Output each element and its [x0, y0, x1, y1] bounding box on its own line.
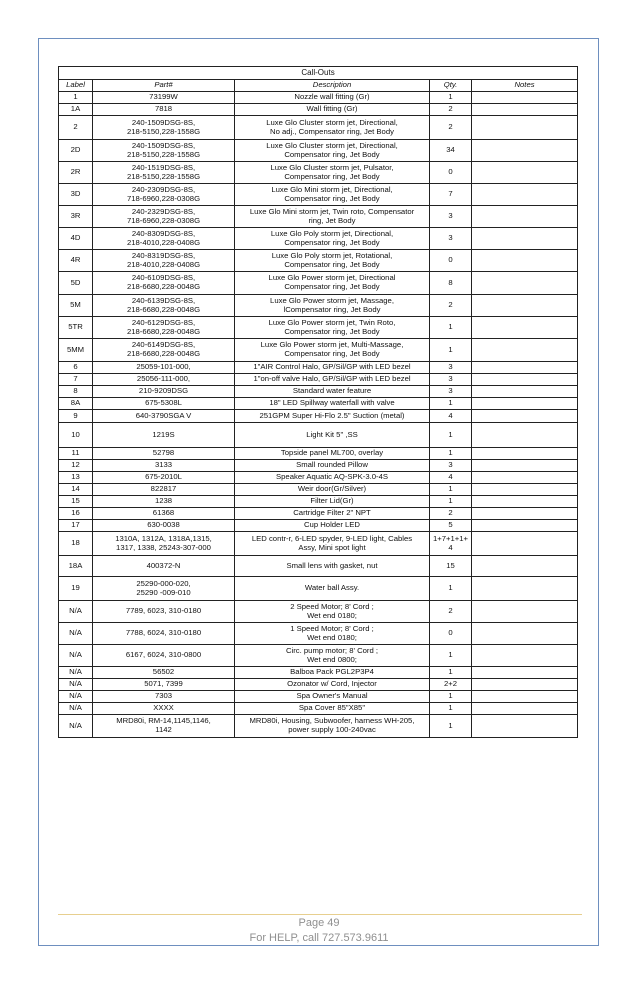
cell-description: Standard water feature: [235, 386, 430, 398]
table-row: [59, 410, 578, 423]
cell-qty: 1: [430, 448, 472, 460]
cell-description: Luxe Glo Mini storm jet, Directional, Compensator ring, Jet Body: [235, 184, 430, 206]
cell-part: 3133: [93, 460, 235, 472]
cell-part: 240-1509DSG-8S, 218-5150,228-1558G: [93, 116, 235, 140]
table-row: [59, 162, 578, 184]
cell-part: 73199W: [93, 92, 235, 104]
cell-part: 1310A, 1312A, 1318A,1315, 1317, 1338, 25243-307-000: [93, 532, 235, 556]
table-row: [59, 691, 578, 703]
cell-notes: [472, 715, 578, 738]
cell-qty: 2: [430, 508, 472, 520]
header-qty: Qty.: [430, 80, 472, 92]
cell-part: 1219S: [93, 423, 235, 448]
cell-qty: 8: [430, 272, 472, 295]
cell-label: N/A: [59, 645, 93, 667]
cell-notes: [472, 162, 578, 184]
cell-notes: [472, 472, 578, 484]
cell-label: 3R: [59, 206, 93, 228]
cell-notes: [472, 423, 578, 448]
cell-label: 7: [59, 374, 93, 386]
cell-part: 240-2329DSG-8S, 718-6960,228-0308G: [93, 206, 235, 228]
cell-notes: [472, 184, 578, 206]
cell-part: 675-2010L: [93, 472, 235, 484]
callouts-table: [58, 66, 578, 738]
cell-qty: 4: [430, 472, 472, 484]
cell-label: 4D: [59, 228, 93, 250]
cell-notes: [472, 398, 578, 410]
cell-notes: [472, 679, 578, 691]
cell-notes: [472, 250, 578, 272]
cell-description: Small rounded Pillow: [235, 460, 430, 472]
cell-notes: [472, 140, 578, 162]
cell-qty: 3: [430, 460, 472, 472]
cell-qty: 3: [430, 374, 472, 386]
cell-description: Wall fitting (Gr): [235, 104, 430, 116]
table-row: [59, 398, 578, 410]
cell-description: Luxe Glo Power storm jet, Twin Roto, Compensator ring, Jet Body: [235, 317, 430, 339]
table-row: [59, 472, 578, 484]
cell-qty: 3: [430, 228, 472, 250]
cell-label: 8A: [59, 398, 93, 410]
cell-description: Light Kit 5" ,SS: [235, 423, 430, 448]
cell-qty: 1: [430, 691, 472, 703]
cell-notes: [472, 601, 578, 623]
cell-qty: 1: [430, 92, 472, 104]
cell-part: 61368: [93, 508, 235, 520]
cell-notes: [472, 703, 578, 715]
cell-description: Spa Cover 85"X85": [235, 703, 430, 715]
cell-notes: [472, 532, 578, 556]
cell-notes: [472, 484, 578, 496]
cell-description: Luxe Glo Power storm jet, Directional Compensator ring, Jet Body: [235, 272, 430, 295]
cell-description: Ozonator w/ Cord, Injector: [235, 679, 430, 691]
cell-notes: [472, 104, 578, 116]
cell-part: 400372-N: [93, 556, 235, 577]
table-row: [59, 577, 578, 601]
table-row: [59, 645, 578, 667]
page-number: Page 49: [298, 917, 340, 929]
cell-part: 675-5308L: [93, 398, 235, 410]
cell-qty: 2: [430, 601, 472, 623]
table-body: [59, 92, 578, 738]
cell-label: 19: [59, 577, 93, 601]
cell-label: N/A: [59, 691, 93, 703]
table-row: [59, 623, 578, 645]
cell-part: 7789, 6023, 310-0180: [93, 601, 235, 623]
table-row: [59, 667, 578, 679]
cell-notes: [472, 374, 578, 386]
cell-part: 1238: [93, 496, 235, 508]
cell-description: Luxe Glo Poly storm jet, Directional, Compensator ring, Jet Body: [235, 228, 430, 250]
cell-label: 5MM: [59, 339, 93, 362]
cell-notes: [472, 496, 578, 508]
cell-description: Topside panel ML700, overlay: [235, 448, 430, 460]
cell-description: Cup Holder LED: [235, 520, 430, 532]
cell-part: 240-6149DSG-8S, 218-6680,228-0048G: [93, 339, 235, 362]
cell-notes: [472, 92, 578, 104]
cell-qty: 1: [430, 667, 472, 679]
cell-label: 4R: [59, 250, 93, 272]
cell-part: XXXX: [93, 703, 235, 715]
cell-notes: [472, 508, 578, 520]
cell-notes: [472, 339, 578, 362]
cell-part: 25059-101-000,: [93, 362, 235, 374]
cell-part: 7788, 6024, 310-0180: [93, 623, 235, 645]
cell-description: 251GPM Super Hi-Flo 2.5" Suction (metal): [235, 410, 430, 423]
cell-description: Filter Lid(Gr): [235, 496, 430, 508]
cell-part: 25290-000-020, 25290 -009-010: [93, 577, 235, 601]
cell-qty: 1: [430, 645, 472, 667]
cell-label: 2R: [59, 162, 93, 184]
cell-label: 17: [59, 520, 93, 532]
cell-qty: 0: [430, 623, 472, 645]
cell-description: Luxe Glo Power storm jet, Multi-Massage, Compensator ring, Jet Body: [235, 339, 430, 362]
cell-description: Luxe Glo Mini storm jet, Twin roto, Compensator ring, Jet Body: [235, 206, 430, 228]
cell-qty: 15: [430, 556, 472, 577]
cell-label: N/A: [59, 703, 93, 715]
cell-description: Luxe Glo Poly storm jet, Rotational, Compensator ring, Jet Body: [235, 250, 430, 272]
cell-label: 12: [59, 460, 93, 472]
table-row: [59, 92, 578, 104]
table-row: [59, 374, 578, 386]
cell-qty: 34: [430, 140, 472, 162]
cell-qty: 2: [430, 116, 472, 140]
table-row: [59, 272, 578, 295]
cell-label: 18: [59, 532, 93, 556]
cell-part: 240-8319DSG-8S, 218-4010,228-0408G: [93, 250, 235, 272]
cell-label: 3D: [59, 184, 93, 206]
table-row: [59, 116, 578, 140]
table-row: [59, 228, 578, 250]
cell-label: 1A: [59, 104, 93, 116]
cell-description: 2 Speed Motor; 8' Cord ; Wet end 0180;: [235, 601, 430, 623]
cell-qty: 0: [430, 250, 472, 272]
cell-notes: [472, 317, 578, 339]
cell-part: 822817: [93, 484, 235, 496]
table-row: [59, 250, 578, 272]
cell-part: 630-0038: [93, 520, 235, 532]
cell-label: 8: [59, 386, 93, 398]
cell-label: 9: [59, 410, 93, 423]
cell-qty: 3: [430, 206, 472, 228]
cell-qty: 1: [430, 423, 472, 448]
table-row: [59, 317, 578, 339]
cell-notes: [472, 667, 578, 679]
table-row: [59, 556, 578, 577]
cell-qty: 4: [430, 410, 472, 423]
cell-qty: 7: [430, 184, 472, 206]
help-line: For HELP, call 727.573.9611: [249, 932, 389, 944]
cell-description: Luxe Glo Cluster storm jet, Directional, No adj., Compensator ring, Jet Body: [235, 116, 430, 140]
cell-description: Circ. pump motor; 8' Cord ; Wet end 0800;: [235, 645, 430, 667]
cell-description: 18" LED Spillway waterfall with valve: [235, 398, 430, 410]
cell-part: 240-1509DSG-8S, 218-5150,228-1558G: [93, 140, 235, 162]
table-row: [59, 703, 578, 715]
cell-part: 5071, 7399: [93, 679, 235, 691]
cell-qty: 2: [430, 295, 472, 317]
cell-part: 210-9209DSG: [93, 386, 235, 398]
cell-description: Luxe Glo Power storm jet, Massage, lCompensator ring, Jet Body: [235, 295, 430, 317]
table-row: [59, 362, 578, 374]
cell-notes: [472, 295, 578, 317]
table-caption: Call-Outs: [59, 67, 578, 80]
cell-description: Spa Owner's Manual: [235, 691, 430, 703]
cell-qty: 1: [430, 484, 472, 496]
cell-label: 10: [59, 423, 93, 448]
cell-label: 5TR: [59, 317, 93, 339]
cell-notes: [472, 623, 578, 645]
table-row: [59, 339, 578, 362]
cell-qty: 1: [430, 496, 472, 508]
cell-qty: 2: [430, 104, 472, 116]
cell-notes: [472, 228, 578, 250]
cell-part: 25056-111-000,: [93, 374, 235, 386]
cell-part: 6167, 6024, 310-0800: [93, 645, 235, 667]
cell-label: 2D: [59, 140, 93, 162]
cell-description: Weir door(Gr/Silver): [235, 484, 430, 496]
table-row: [59, 184, 578, 206]
cell-part: 640-3790SGA V: [93, 410, 235, 423]
cell-notes: [472, 410, 578, 423]
cell-label: N/A: [59, 679, 93, 691]
table-row: [59, 460, 578, 472]
cell-notes: [472, 272, 578, 295]
cell-notes: [472, 448, 578, 460]
header-part: Part#: [93, 80, 235, 92]
cell-label: 18A: [59, 556, 93, 577]
cell-label: N/A: [59, 601, 93, 623]
cell-description: Small lens with gasket, nut: [235, 556, 430, 577]
cell-description: Speaker Aquatic AQ-SPK-3.0-4S: [235, 472, 430, 484]
cell-qty: 2+2: [430, 679, 472, 691]
cell-part: 240-2309DSG-8S, 718-6960,228-0308G: [93, 184, 235, 206]
cell-label: 5D: [59, 272, 93, 295]
cell-notes: [472, 206, 578, 228]
cell-qty: 1: [430, 398, 472, 410]
table-row: [59, 484, 578, 496]
cell-notes: [472, 362, 578, 374]
table-row: [59, 679, 578, 691]
cell-notes: [472, 460, 578, 472]
cell-description: 1 Speed Motor; 8' Cord ; Wet end 0180;: [235, 623, 430, 645]
table-row: [59, 601, 578, 623]
cell-description: 1"on-off valve Halo, GP/Sil/GP with LED bezel: [235, 374, 430, 386]
table-row: [59, 496, 578, 508]
table-row: [59, 295, 578, 317]
table-row: [59, 206, 578, 228]
cell-label: 11: [59, 448, 93, 460]
cell-qty: 3: [430, 386, 472, 398]
cell-label: N/A: [59, 623, 93, 645]
cell-description: Nozzle wall fitting (Gr): [235, 92, 430, 104]
table-row: [59, 508, 578, 520]
cell-notes: [472, 645, 578, 667]
cell-notes: [472, 691, 578, 703]
cell-description: Luxe Glo Cluster storm jet, Directional, Compensator ring, Jet Body: [235, 140, 430, 162]
cell-qty: 1: [430, 317, 472, 339]
cell-description: Water ball Assy.: [235, 577, 430, 601]
cell-label: 2: [59, 116, 93, 140]
cell-label: 1: [59, 92, 93, 104]
cell-description: Cartridge Filter 2" NPT: [235, 508, 430, 520]
cell-part: 7818: [93, 104, 235, 116]
cell-part: 56502: [93, 667, 235, 679]
cell-qty: 3: [430, 362, 472, 374]
cell-part: 240-6139DSG-8S, 218-6680,228-0048G: [93, 295, 235, 317]
cell-qty: 1+7+1+1+ 4: [430, 532, 472, 556]
table-row: [59, 386, 578, 398]
cell-label: 5M: [59, 295, 93, 317]
cell-label: N/A: [59, 715, 93, 738]
cell-notes: [472, 116, 578, 140]
cell-description: MRD80i, Housing, Subwoofer, harness WH-205, power supply 100-240vac: [235, 715, 430, 738]
table-row: [59, 520, 578, 532]
cell-qty: 1: [430, 715, 472, 738]
cell-qty: 1: [430, 577, 472, 601]
table-row: [59, 532, 578, 556]
cell-notes: [472, 386, 578, 398]
cell-notes: [472, 577, 578, 601]
cell-part: 240-1519DSG-8S, 218-5150,228-1558G: [93, 162, 235, 184]
footer-divider: [58, 914, 582, 915]
cell-part: 240-6129DSG-8S, 218-6680,228-0048G: [93, 317, 235, 339]
header-description: Description: [235, 80, 430, 92]
cell-part: 7303: [93, 691, 235, 703]
table-row: [59, 104, 578, 116]
cell-part: 52798: [93, 448, 235, 460]
cell-label: 6: [59, 362, 93, 374]
cell-qty: 1: [430, 703, 472, 715]
cell-notes: [472, 556, 578, 577]
cell-description: LED contr-r, 6-LED spyder, 9-LED light, Cables Assy, Mini spot light: [235, 532, 430, 556]
table-row: [59, 448, 578, 460]
cell-description: 1"AIR Control Halo, GP/Sil/GP with LED bezel: [235, 362, 430, 374]
cell-label: 13: [59, 472, 93, 484]
header-label: Label: [59, 80, 93, 92]
cell-qty: 0: [430, 162, 472, 184]
cell-part: 240-6109DSG-8S, 218-6680,228-0048G: [93, 272, 235, 295]
table-row: [59, 715, 578, 738]
cell-label: 15: [59, 496, 93, 508]
cell-qty: 1: [430, 339, 472, 362]
cell-label: 16: [59, 508, 93, 520]
cell-description: Balboa Pack PGL2P3P4: [235, 667, 430, 679]
cell-label: 14: [59, 484, 93, 496]
header-notes: Notes: [472, 80, 578, 92]
table-row: [59, 423, 578, 448]
cell-notes: [472, 520, 578, 532]
cell-part: 240-8309DSG-8S, 218-4010,228-0408G: [93, 228, 235, 250]
cell-label: N/A: [59, 667, 93, 679]
cell-description: Luxe Glo Cluster storm jet, Pulsator, Compensator ring, Jet Body: [235, 162, 430, 184]
cell-qty: 5: [430, 520, 472, 532]
table-row: [59, 140, 578, 162]
cell-part: MRD80i, RM-14,1145,1146, 1142: [93, 715, 235, 738]
